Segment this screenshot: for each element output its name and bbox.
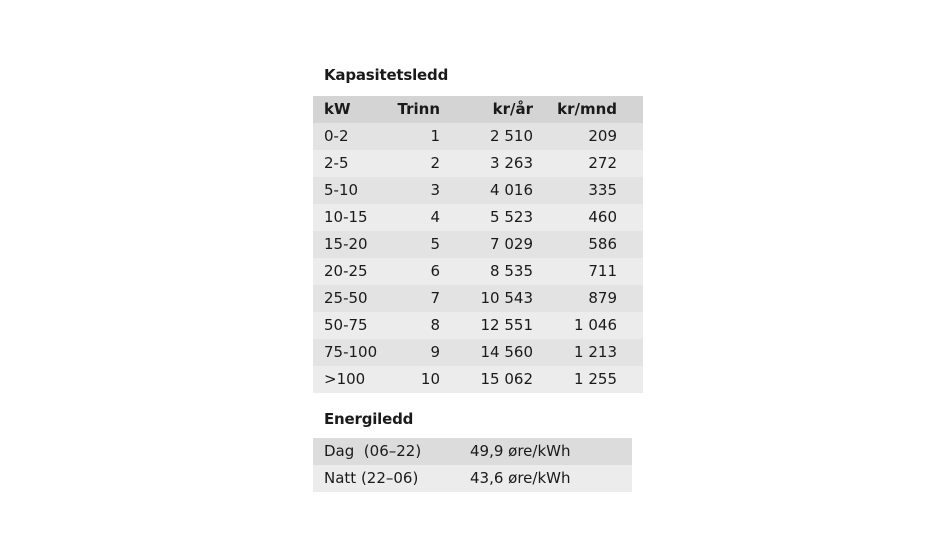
- cell-kw: 15-20: [313, 231, 390, 258]
- cell-pad: [617, 177, 643, 204]
- cell-per-year: 2 510: [440, 123, 533, 150]
- cell-per-month: 460: [533, 204, 617, 231]
- cell-per-year: 8 535: [440, 258, 533, 285]
- cell-per-year: 5 523: [440, 204, 533, 231]
- header-trinn: Trinn: [390, 96, 440, 123]
- cell-per-year: 7 029: [440, 231, 533, 258]
- cell-pad: [617, 312, 643, 339]
- capacity-header-row: [313, 96, 643, 123]
- energy-period-label: Natt (22–06): [313, 465, 470, 492]
- cell-per-month: 711: [533, 258, 617, 285]
- header-per-year: kr/år: [440, 96, 533, 123]
- cell-kw: 2-5: [313, 150, 390, 177]
- cell-kw: 20-25: [313, 258, 390, 285]
- cell-trinn: 2: [390, 150, 440, 177]
- capacity-row: [313, 366, 643, 393]
- cell-trinn: 5: [390, 231, 440, 258]
- cell-per-month: 1 213: [533, 339, 617, 366]
- cell-trinn: 6: [390, 258, 440, 285]
- capacity-row: [313, 150, 643, 177]
- cell-kw: 10-15: [313, 204, 390, 231]
- capacity-row: [313, 285, 643, 312]
- capacity-row: [313, 204, 643, 231]
- capacity-row: [313, 231, 643, 258]
- cell-kw: 5-10: [313, 177, 390, 204]
- cell-trinn: 7: [390, 285, 440, 312]
- cell-trinn: 8: [390, 312, 440, 339]
- cell-kw: 25-50: [313, 285, 390, 312]
- cell-per-year: 10 543: [440, 285, 533, 312]
- capacity-row: [313, 177, 643, 204]
- cell-per-month: 209: [533, 123, 617, 150]
- cell-per-month: 879: [533, 285, 617, 312]
- cell-per-year: 4 016: [440, 177, 533, 204]
- capacity-row: [313, 339, 643, 366]
- cell-pad: [617, 285, 643, 312]
- capacity-row: [313, 312, 643, 339]
- cell-pad: [617, 339, 643, 366]
- cell-trinn: 10: [390, 366, 440, 393]
- cell-kw: >100: [313, 366, 390, 393]
- cell-kw: 75-100: [313, 339, 390, 366]
- cell-per-month: 272: [533, 150, 617, 177]
- capacity-heading: Kapasitetsledd: [324, 66, 449, 84]
- cell-per-month: 335: [533, 177, 617, 204]
- cell-per-month: 586: [533, 231, 617, 258]
- cell-per-month: 1 046: [533, 312, 617, 339]
- cell-pad: [617, 204, 643, 231]
- cell-pad: [617, 258, 643, 285]
- cell-pad: [617, 366, 643, 393]
- cell-per-month: 1 255: [533, 366, 617, 393]
- energy-period-label: Dag (06–22): [313, 438, 470, 465]
- energy-price-value: 43,6 øre/kWh: [470, 465, 632, 492]
- cell-per-year: 12 551: [440, 312, 533, 339]
- cell-per-year: 15 062: [440, 366, 533, 393]
- energy-heading: Energiledd: [324, 410, 414, 428]
- energy-table: [313, 438, 632, 492]
- cell-trinn: 3: [390, 177, 440, 204]
- header-per-month: kr/mnd: [533, 96, 617, 123]
- energy-row: [313, 465, 632, 492]
- cell-kw: 50-75: [313, 312, 390, 339]
- cell-per-year: 14 560: [440, 339, 533, 366]
- cell-pad: [617, 150, 643, 177]
- capacity-table: [313, 96, 643, 393]
- capacity-row: [313, 123, 643, 150]
- cell-per-year: 3 263: [440, 150, 533, 177]
- header-kw: kW: [313, 96, 390, 123]
- cell-trinn: 9: [390, 339, 440, 366]
- energy-row: [313, 438, 632, 465]
- cell-trinn: 4: [390, 204, 440, 231]
- cell-kw: 0-2: [313, 123, 390, 150]
- energy-price-value: 49,9 øre/kWh: [470, 438, 632, 465]
- cell-pad: [617, 123, 643, 150]
- header-pad: [617, 96, 643, 123]
- capacity-row: [313, 258, 643, 285]
- cell-trinn: 1: [390, 123, 440, 150]
- cell-pad: [617, 231, 643, 258]
